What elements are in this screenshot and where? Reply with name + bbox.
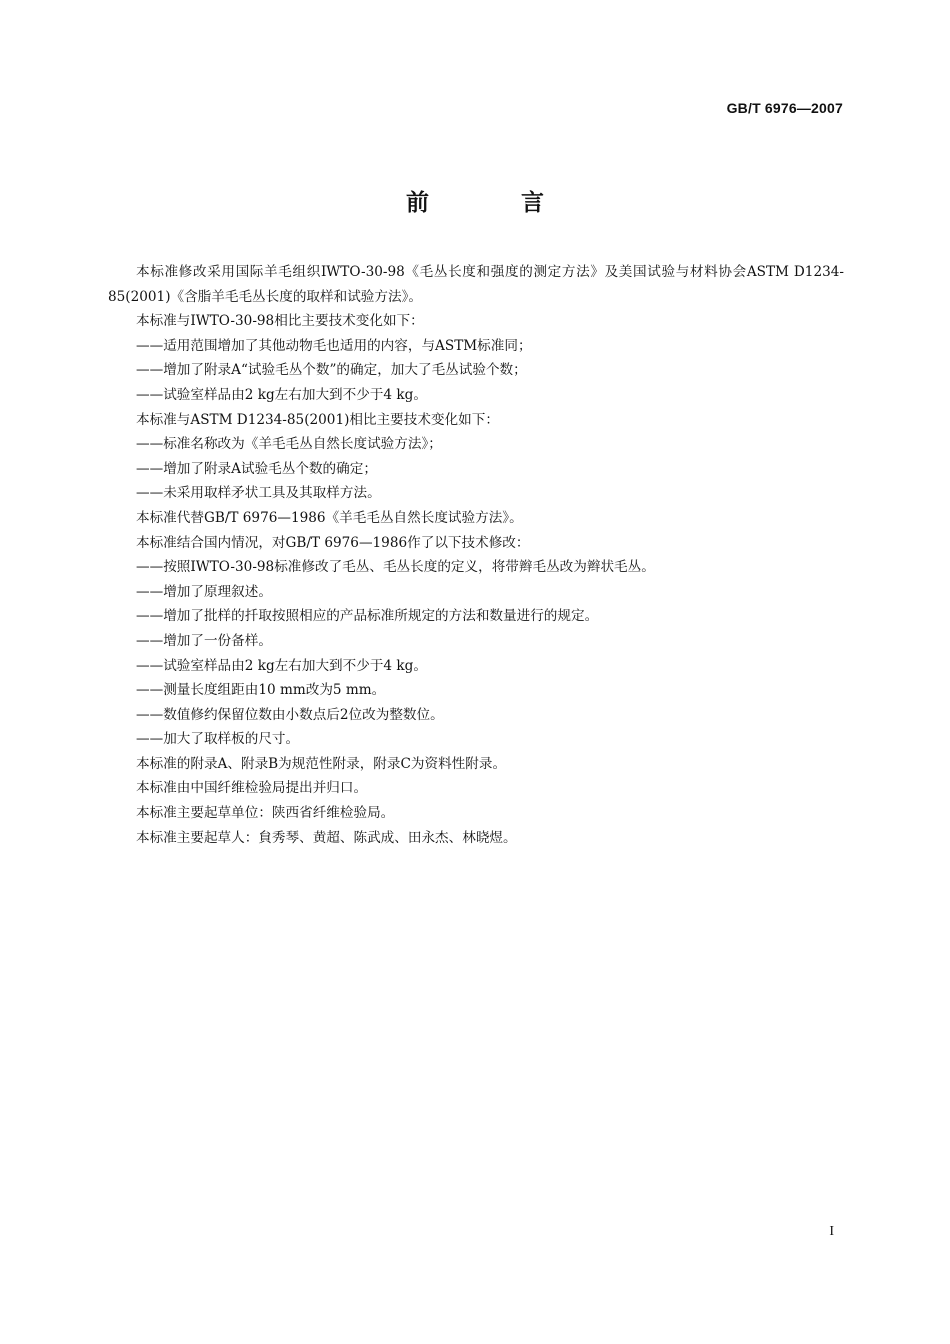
foreword-list-item: ——测量长度组距由10 mm改为5 mm。 [136, 682, 386, 699]
foreword-list-item: ——未采用取样矛状工具及其取样方法。 [136, 485, 381, 502]
foreword-paragraph: 本标准修改采用国际羊毛组织IWTO-30-98《毛丛长度和强度的测定方法》及美国试验与材料协会ASTM D1234-85(2001)《含脂羊毛毛丛长度的取样和试验方法》。 [108, 264, 844, 305]
foreword-body [108, 260, 844, 850]
page-number: I [829, 1224, 834, 1239]
foreword-list-item: ——加大了取样板的尺寸。 [136, 731, 300, 748]
foreword-list-item: ——增加了附录A“试验毛丛个数”的确定，加大了毛丛试验个数； [136, 362, 527, 379]
foreword-paragraph: 本标准主要起草人：貟秀琴、黄超、陈武成、田永杰、林晓煜。 [136, 829, 517, 846]
foreword-list-item: ——增加了原理叙述。 [136, 583, 272, 600]
foreword-list-item: ——试验室样品由2 kg左右加大到不少于4 kg。 [136, 386, 427, 403]
foreword-paragraph: 本标准主要起草单位：陕西省纤维检验局。 [136, 805, 395, 822]
standard-number: GB/T 6976—2007 [726, 100, 843, 116]
foreword-list-item: ——数值修约保留位数由小数点后2位改为整数位。 [136, 706, 444, 723]
foreword-list-item: ——试验室样品由2 kg左右加大到不少于4 kg。 [136, 657, 427, 674]
foreword-paragraph: 本标准与IWTO-30-98相比主要技术变化如下： [136, 313, 424, 330]
foreword-list-item: ——适用范围增加了其他动物毛也适用的内容，与ASTM标准同； [136, 337, 532, 354]
foreword-list-item: ——增加了批样的扦取按照相应的产品标准所规定的方法和数量进行的规定。 [136, 608, 599, 625]
foreword-list-item: ——标准名称改为《羊毛毛丛自然长度试验方法》； [136, 436, 442, 453]
foreword-paragraph: 本标准结合国内情况，对GB/T 6976—1986作了以下技术修改： [136, 534, 530, 551]
foreword-list-item: ——按照IWTO-30-98标准修改了毛丛、毛丛长度的定义，将带辫毛丛改为辫状毛丛。 [136, 559, 655, 576]
foreword-paragraph: 本标准与ASTM D1234-85(2001)相比主要技术变化如下： [136, 411, 499, 428]
foreword-paragraph: 本标准的附录A、附录B为规范性附录，附录C为资料性附录。 [136, 755, 507, 772]
foreword-paragraph: 本标准由中国纤维检验局提出并归口。 [136, 780, 368, 797]
foreword-paragraph: 本标准代替GB/T 6976—1986《羊毛毛丛自然长度试验方法》。 [136, 509, 523, 526]
foreword-list-item: ——增加了附录A试验毛丛个数的确定； [136, 460, 377, 477]
page-title: 前 言 [405, 190, 586, 216]
foreword-list-item: ——增加了一份备样。 [136, 632, 272, 649]
